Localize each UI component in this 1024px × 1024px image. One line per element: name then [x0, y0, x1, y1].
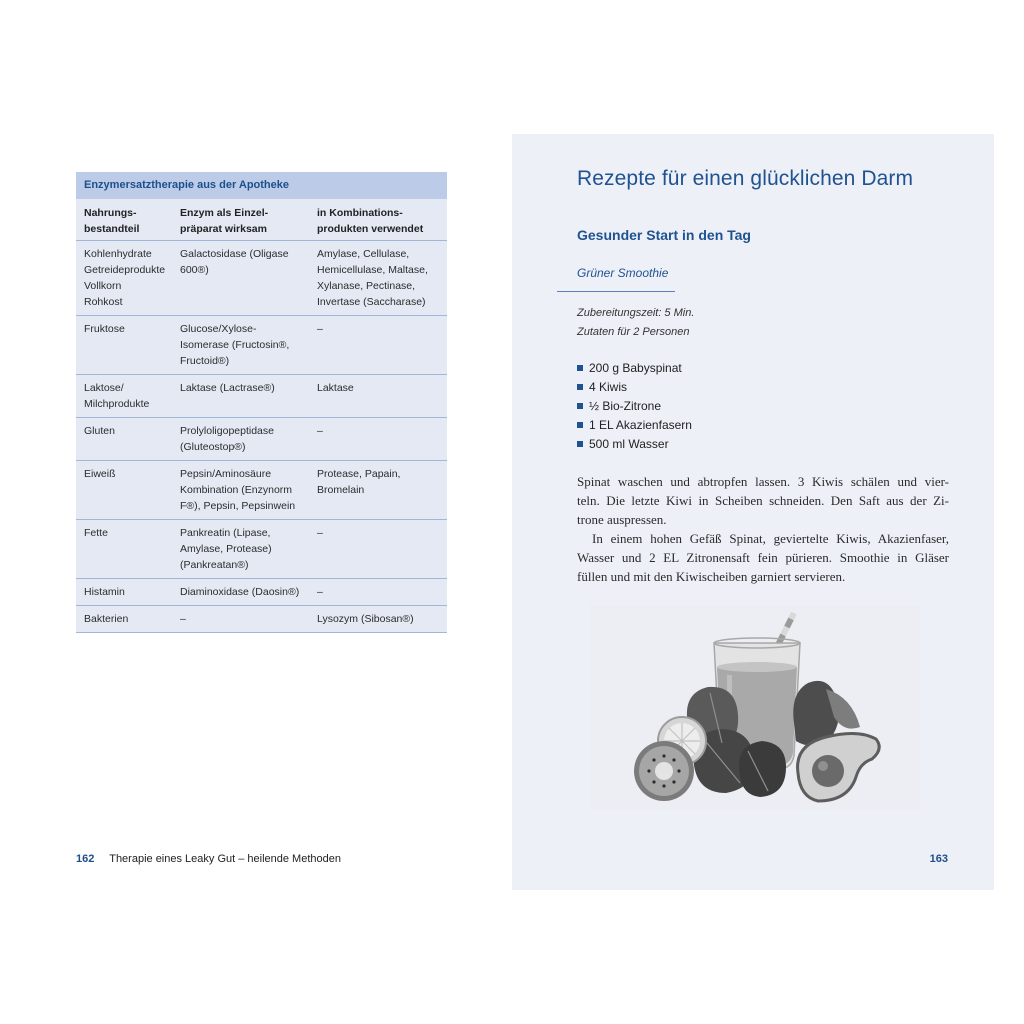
instruction-line: Spinat waschen und abtropfen lassen. 3 Kiwis schälen und vier- [577, 474, 949, 489]
cell-text: Invertase (Saccharase) [317, 296, 426, 308]
cell-text: Protease, Papain, [317, 468, 401, 480]
instruction-line: trone auspressen. [577, 512, 667, 527]
recipe-meta [577, 304, 694, 342]
cell-text: Getreideprodukte [84, 264, 166, 276]
cell-text: F®), Pepsin, Pepsinwein [180, 500, 296, 512]
cell-text: Laktase (Lactrase®) [180, 382, 275, 394]
cell-text: Vollkorn [84, 280, 122, 292]
header-kombinationsprodukte: in Kombinations- produkten verwendet [311, 199, 447, 241]
cell-kombinationsprodukte [311, 375, 447, 418]
cell-einzelpraeparat [174, 520, 311, 579]
cell-text: Kohlenhydrate [84, 248, 152, 260]
cell-einzelpraeparat [174, 241, 311, 316]
instruction-line: In einem hohen Gefäß Spinat, geviertelte Kiwis, Akazienfaser, [592, 531, 949, 546]
cell-text: Diaminoxidase (Daosin®) [180, 586, 300, 598]
cell-text: Kombination (Enzynorm [180, 484, 293, 496]
table-header-row [76, 199, 447, 241]
instruction-line: Wasser und 2 EL Zitronensaft fein pürieren. Smoothie in Gläser [577, 550, 949, 565]
cell-text: Bakterien [84, 613, 129, 625]
cell-text: Rohkost [84, 296, 123, 308]
cell-text: – [317, 323, 323, 335]
cell-text: Eiweiß [84, 468, 116, 480]
cell-text: Isomerase (Fructosin®, [180, 339, 290, 351]
cell-kombinationsprodukte [311, 418, 447, 461]
cell-text: – [317, 425, 323, 437]
page-title: Rezepte für einen glücklichen Darm [577, 167, 914, 190]
table-title: Enzymersatztherapie aus der Apotheke [76, 172, 447, 199]
cell-einzelpraeparat [174, 461, 311, 520]
cell-text: Pankreatin (Lipase, [180, 527, 271, 539]
ingredient-item: ½ Bio-Zitrone [577, 397, 692, 416]
square-bullet-icon [577, 403, 583, 409]
cell-text: (Gluteostop®) [180, 441, 246, 453]
ingredient-item: 1 EL Akazienfasern [577, 416, 692, 435]
section-subheading: Gesunder Start in den Tag [577, 227, 751, 243]
square-bullet-icon [577, 441, 583, 447]
cell-text: (Pankreatan®) [180, 559, 249, 571]
instruction-line: teln. Die letzte Kiwi in Scheiben schneiden. Den Saft aus der Zi- [577, 493, 949, 508]
table-row [76, 375, 447, 418]
recipe-name: Grüner Smoothie [577, 266, 669, 280]
table-row [76, 520, 447, 579]
ingredient-item: 500 ml Wasser [577, 435, 692, 454]
cell-text: Lysozym (Sibosan®) [317, 613, 414, 625]
page-number-left: 162 [76, 853, 95, 865]
table-row [76, 241, 447, 316]
cell-kombinationsprodukte [311, 520, 447, 579]
cell-text: Pepsin/Aminosäure [180, 468, 272, 480]
cell-text: Fette [84, 527, 108, 539]
cell-kombinationsprodukte [311, 606, 447, 633]
cell-text: Bromelain [317, 484, 365, 496]
cell-text: Fruktose [84, 323, 125, 335]
cell-text: Amylase, Protease) [180, 543, 272, 555]
header-enzym-einzelpraeparat: Enzym als Einzel- präparat wirksam [174, 199, 311, 241]
cell-kombinationsprodukte [311, 579, 447, 606]
ingredient-item: 200 g Babyspinat [577, 359, 692, 378]
cell-nahrungsbestandteil [76, 418, 174, 461]
ingredient-list [577, 359, 692, 454]
cell-kombinationsprodukte [311, 241, 447, 316]
cell-text: 600®) [180, 264, 209, 276]
cell-nahrungsbestandteil [76, 606, 174, 633]
cell-text: – [317, 586, 323, 598]
cell-text: Hemicellulase, Maltase, [317, 264, 428, 276]
table-row [76, 418, 447, 461]
cell-nahrungsbestandteil [76, 461, 174, 520]
square-bullet-icon [577, 365, 583, 371]
ingredient-item: 4 Kiwis [577, 378, 692, 397]
cell-nahrungsbestandteil [76, 316, 174, 375]
cell-text: Milchprodukte [84, 398, 150, 410]
smoothie-illustration-icon [590, 605, 920, 810]
smoothie-illustration [590, 605, 920, 810]
square-bullet-icon [577, 384, 583, 390]
cell-text: Galactosidase (Oligase [180, 248, 289, 260]
enzyme-table [76, 172, 447, 633]
cell-kombinationsprodukte [311, 461, 447, 520]
cell-text: Gluten [84, 425, 115, 437]
table-row [76, 461, 447, 520]
recipe-divider [557, 291, 675, 292]
cell-text: Fructoid®) [180, 355, 230, 367]
table-row [76, 316, 447, 375]
footer-left [76, 853, 341, 865]
cell-text: Prolyloligopeptidase [180, 425, 274, 437]
cell-einzelpraeparat [174, 375, 311, 418]
cell-nahrungsbestandteil [76, 375, 174, 418]
cell-text: Amylase, Cellulase, [317, 248, 410, 260]
cell-text: Laktase [317, 382, 354, 394]
cell-text: Histamin [84, 586, 125, 598]
cell-nahrungsbestandteil [76, 520, 174, 579]
prep-time: Zubereitungszeit: 5 Min. [577, 307, 695, 319]
cell-text: Glucose/Xylose- [180, 323, 257, 335]
square-bullet-icon [577, 422, 583, 428]
header-nahrungsbestandteil: Nahrungs- bestandteil [76, 199, 174, 241]
enzyme-table-grid [76, 199, 447, 633]
cell-kombinationsprodukte [311, 316, 447, 375]
page-number-right: 163 [929, 853, 948, 865]
cell-nahrungsbestandteil [76, 579, 174, 606]
cell-text: Xylanase, Pectinase, [317, 280, 416, 292]
table-row [76, 606, 447, 633]
cell-einzelpraeparat [174, 316, 311, 375]
cell-text: Laktose/ [84, 382, 124, 394]
table-row [76, 579, 447, 606]
cell-einzelpraeparat [174, 606, 311, 633]
instruction-line: füllen und mit den Kiwischeiben garniert servieren. [577, 569, 846, 584]
running-head: Therapie eines Leaky Gut – heilende Methoden [109, 853, 341, 865]
table-body [76, 241, 447, 633]
recipe-instructions [577, 472, 949, 586]
servings: Zutaten für 2 Personen [577, 326, 690, 338]
cell-text: – [180, 613, 186, 625]
cell-einzelpraeparat [174, 579, 311, 606]
cell-einzelpraeparat [174, 418, 311, 461]
cell-nahrungsbestandteil [76, 241, 174, 316]
cell-text: – [317, 527, 323, 539]
